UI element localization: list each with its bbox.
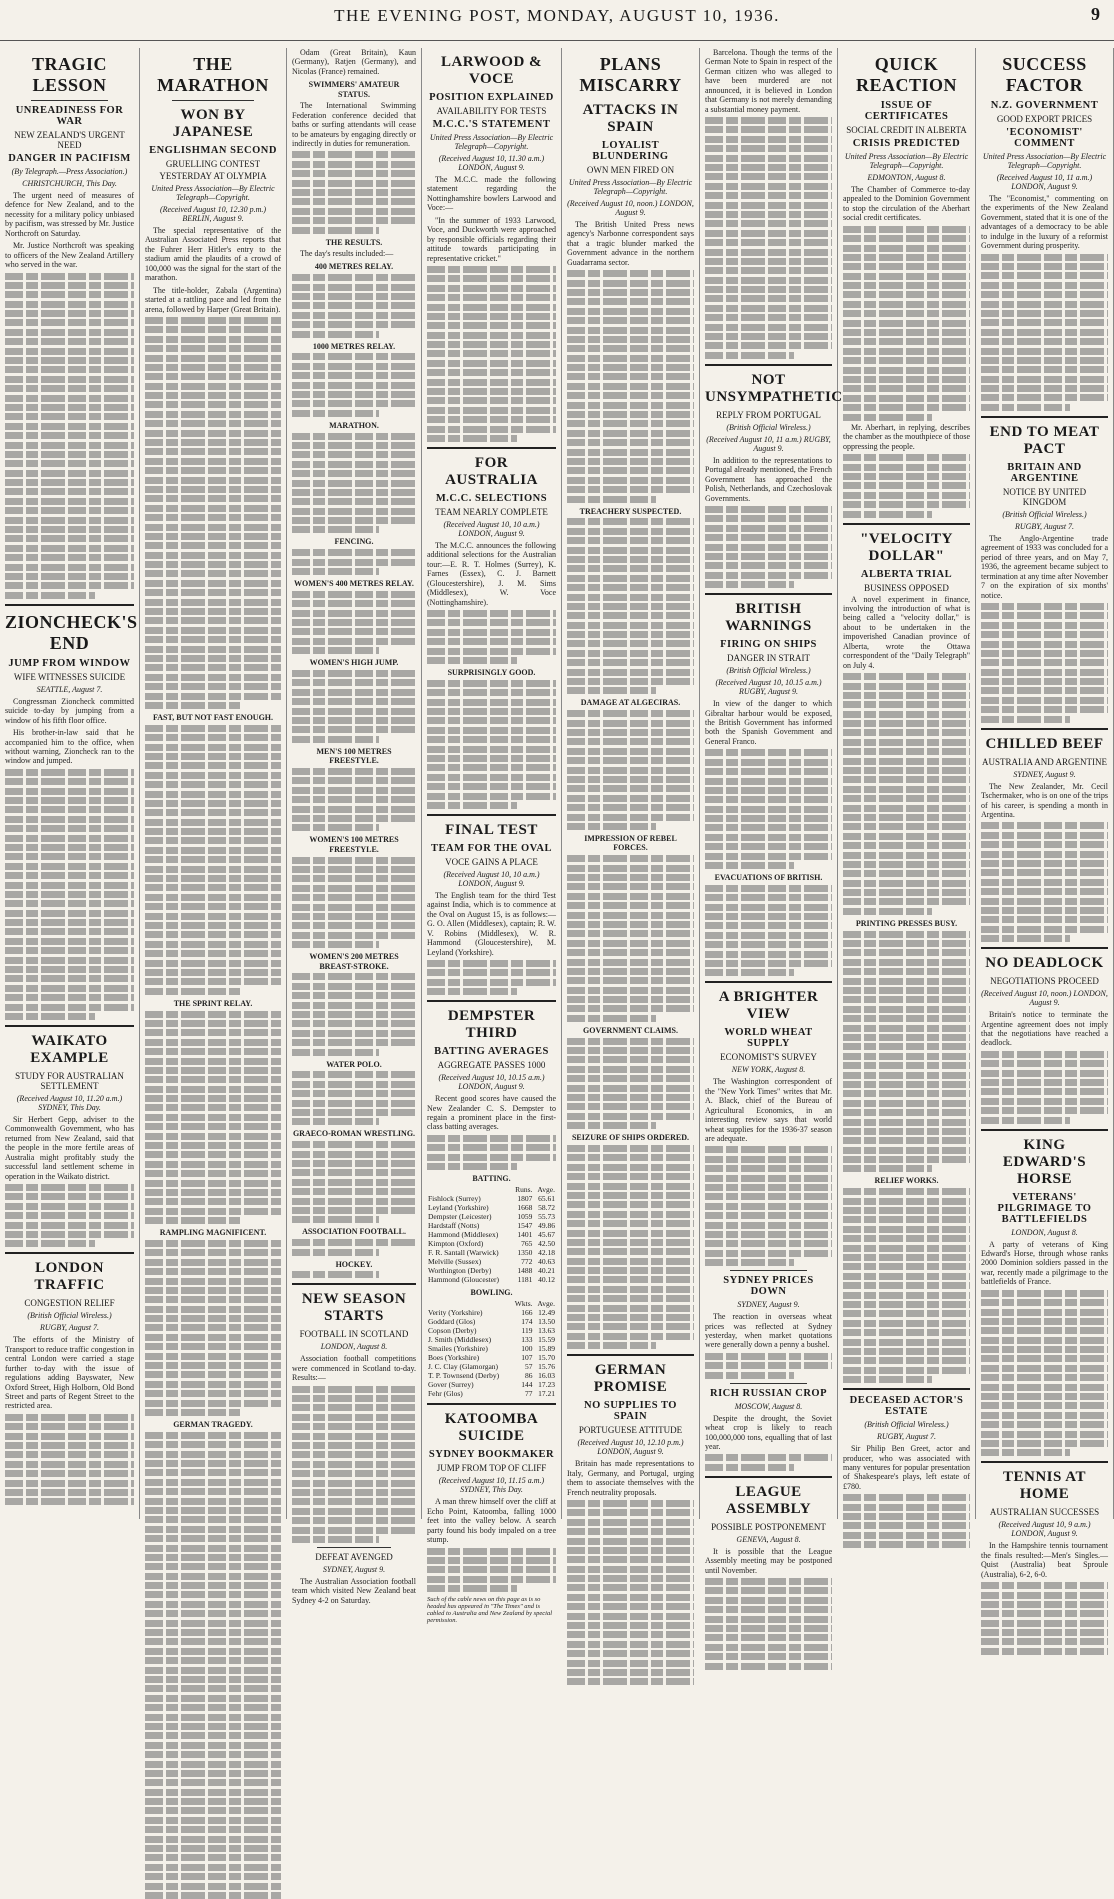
dateline: (Received August 10, 11 a.m.) LONDON, August 9.	[996, 173, 1093, 191]
newspaper-title: THE EVENING POST, MONDAY, AUGUST 10, 1936.	[334, 6, 780, 25]
paragraph: Sir Herbert Gepp, adviser to the Commonwealth Government, who has returned from New Zealand, said that the people in the more fertile areas of Australia might profitably study the successful land settlement scheme in operation in the Waikato district.	[5, 1115, 134, 1181]
paragraph: The urgent need of measures of defence for New Zealand, and to the necessity for a military policy unbiased by pacifism, was stressed by Mr. Justice Northcroft on Saturday.	[5, 191, 134, 238]
column-6	[700, 48, 843, 1575]
article-body	[292, 1577, 416, 1605]
headline: END TO MEAT PACT	[989, 423, 1100, 457]
paragraph: The reaction in overseas wheat prices was reflected at Sydney yesterday, when market quotations were generally down a penny a bushel.	[705, 1312, 832, 1350]
paragraph: Odam (Great Britain), Kaun (Germany), Ratjen (Germany), and Nicolas (France) remained.	[292, 48, 416, 76]
section-subhead: RAMPLING MAGNIFICENT.	[159, 1228, 267, 1238]
paragraph: Mr. Aberhart, in replying, describes the chamber as the mouthpiece of those oppressing the people.	[843, 422, 970, 451]
dateline: (Received August 10, 12.10 p.m.) LONDON, August 9.	[577, 1438, 684, 1457]
subheadline: BUSINESS OPPOSED	[864, 582, 949, 593]
headline: PLANS MISCARRY	[579, 54, 682, 95]
event-title: GRAECO-ROMAN WRESTLING.	[292, 1129, 416, 1139]
credit-line: (British Official Wireless.)	[726, 422, 811, 432]
credit-line: (British Official Wireless.)	[864, 1420, 949, 1430]
event-title: FENCING.	[334, 537, 374, 547]
article-body	[705, 1077, 832, 1266]
paragraph: A party of veterans of King Edward's Horse, through whose ranks 2000 Dominion soldiers passed in the war, recently made a pilgrimage to the battlefields of France.	[981, 1239, 1108, 1287]
section-subhead: PRINTING PRESSES BUSY.	[855, 918, 958, 928]
table-row: Leyland (Yorkshire) 1668 58.72	[428, 1203, 555, 1213]
subheadline: VOCE GAINS A PLACE	[445, 856, 538, 867]
table-row: Hammond (Gloucester) 1181 40.12	[428, 1275, 555, 1285]
table-row: J. C. Clay (Glamorgan) 57 15.76	[428, 1362, 555, 1372]
subheadline: DEFEAT AVENGED	[315, 1551, 393, 1562]
article-body	[292, 1354, 416, 1543]
paragraph: Despite the drought, the Soviet wheat crop is likely to reach 100,000,000 tons, equalling that of last year.	[705, 1413, 832, 1451]
section-subhead: THE RESULTS.	[325, 237, 383, 247]
article-body	[981, 782, 1108, 942]
article-body	[427, 891, 556, 995]
section-subhead: BATTING.	[472, 1174, 511, 1184]
dateline: (Received August 10, 10 a.m.) LONDON, August 9.	[443, 869, 540, 888]
article-body	[705, 48, 832, 359]
paragraph: The efforts of the Ministry of Transport to reduce traffic congestion in central London were carried a stage further to-day with the issue of regulations adding Bayswater, New Oxford Street, High Holborn, Old Bond Street and parts of Regent Street to the restricted area.	[5, 1335, 134, 1411]
subheadline: SOCIAL CREDIT IN ALBERTA	[846, 125, 967, 135]
credit-line: (British Official Wireless.)	[27, 1311, 112, 1321]
article-body	[705, 1547, 832, 1670]
dateline: RUGBY, August 7.	[876, 1432, 937, 1442]
table-row: F. R. Santall (Warwick) 1350 42.18	[428, 1248, 555, 1258]
section-subhead: THE SPRINT RELAY.	[173, 998, 253, 1008]
paragraph: Sir Philip Ben Greet, actor and producer, who was associated with many ventures for popular presentation of Shakespeare's plays, left estate of £780.	[843, 1444, 970, 1491]
section-subhead: EVACUATIONS OF BRITISH.	[714, 873, 823, 883]
paragraph: A man threw himself over the cliff at Echo Point, Katoomba, falling 1000 feet into the valley below. A search party found his body impaled on a tree stump.	[427, 1497, 556, 1545]
credit-line: United Press Association—By Electric Telegraph—Copyright.	[982, 152, 1107, 170]
article-body	[705, 456, 832, 588]
subheadline: VETERANS' PILGRIMAGE TO BATTLEFIELDS	[997, 1191, 1092, 1225]
paragraph: In the Hampshire tennis tournament the finals resulted:—Men's Singles.—Quist (Australia) beat Sproule (Australia), 6-2, 6-0.	[981, 1541, 1108, 1579]
paragraph: The International Swimming Federation conference decided that baths or surfing attendants will cease to be amateurs by engaging directly or indirectly in duties for remuneration.	[292, 101, 416, 148]
subheadline: UNREADINESS FOR WAR	[15, 105, 124, 127]
subheadline: TEAM FOR THE OVAL	[430, 842, 552, 854]
event-title: WOMEN'S HIGH JUMP.	[309, 658, 399, 668]
subheadline: POSSIBLE POSTPONEMENT	[711, 1521, 826, 1532]
event-title: WOMEN'S 100 METRES FREESTYLE.	[309, 835, 399, 854]
subheadline: LOYALIST BLUNDERING	[592, 140, 669, 162]
subheadline: ISSUE OF CERTIFICATES	[864, 100, 949, 122]
subheadline: FOOTBALL IN SCOTLAND	[299, 1329, 409, 1340]
article-body	[981, 194, 1108, 411]
event-title: MEN'S 100 METRES FREESTYLE.	[316, 746, 392, 766]
dateline: RUGBY, August 7.	[39, 1323, 100, 1333]
article-body	[705, 1312, 832, 1379]
subheadline: FIRING ON SHIPS	[720, 639, 817, 651]
dateline: (Received August 10, 11.20 a.m.) SYDNEY, This Day.	[16, 1094, 123, 1112]
table-row: T. P. Townsend (Derby) 86 16.03	[428, 1371, 555, 1381]
headline: QUICK REACTION	[855, 54, 957, 95]
table-row: Worthington (Derby) 1488 40.21	[428, 1266, 555, 1276]
table-row: J. Smith (Middlesex) 133 15.59	[428, 1335, 555, 1345]
headline: FOR AUSTRALIA	[445, 454, 538, 488]
dateline: SYDNEY, August 9.	[737, 1300, 800, 1310]
table-row: Gover (Surrey) 144 17.23	[428, 1380, 555, 1390]
subheadline: ATTACKS IN SPAIN	[582, 102, 679, 135]
headline: DEMPSTER THIRD	[447, 1008, 536, 1042]
article-body	[843, 185, 970, 518]
subheadline: CRISIS PREDICTED	[852, 138, 961, 149]
subheadline: GOOD EXPORT PRICES	[996, 114, 1093, 124]
bowling-table	[427, 1299, 556, 1398]
paragraph: Association football competitions were commenced in Scotland to-day. Results:—	[292, 1354, 416, 1383]
dateline: MOSCOW, August 8.	[734, 1401, 803, 1411]
paragraph: The title-holder, Zabala (Argentina) started at a rattling pace and led from the arena, followed by Harper (Great Britain).	[145, 285, 281, 314]
paragraph: It is possible that the League Assembly meeting may be postponed until November.	[705, 1546, 832, 1575]
paragraph: The M.C.C. announces the following additional selections for the Australian tour:—E. R. T. Holmes (Surrey), K. Farnes (Essex), C. J. Barnett (Gloucestershire), J. M. Sims (Middlesex), W. Voce (Nottinghamshire).	[427, 540, 556, 607]
headline: CHILLED BEEF	[985, 735, 1104, 752]
subheadline: M.C.C. SELECTIONS	[435, 492, 548, 504]
page-number: 9	[1091, 4, 1100, 24]
headline: LONDON TRAFFIC	[34, 1260, 105, 1294]
credit-line: United Press Association—By Electric Telegraph—Copyright.	[568, 178, 693, 196]
paragraph: The Anglo-Argentine trade agreement of 1933 was concluded for a period of three years, and on May 7, 1936, the agreement became subject to termination at any time after November 7 on the expiration of six months' notice.	[981, 533, 1108, 600]
subheadline: SYDNEY BOOKMAKER	[428, 1449, 555, 1461]
paragraph: The Washington correspondent of the "New York Times" writes that Mr. A. Black, chief of the Bureau of Agricultural Economics, in an interesting review says that world wheat supplies for the 1936-37 season are adequate.	[705, 1077, 832, 1143]
credit-line: United Press Association—By Electric Telegraph—Copyright.	[429, 133, 554, 151]
subheadline: GRUELLING CONTEST	[165, 159, 261, 169]
column-4	[422, 48, 562, 1625]
headline: THE MARATHON	[157, 54, 269, 95]
headline: TRAGIC LESSON	[31, 54, 107, 95]
dateline: (Received August 10, 11.30 a.m.) LONDON, August 9.	[438, 154, 545, 172]
dateline: CHRISTCHURCH, This Day.	[22, 179, 117, 188]
dateline: (Received August 10, 12.30 p.m.) BERLIN, August 9.	[159, 205, 267, 223]
headline: KATOOMBA SUICIDE	[444, 1411, 539, 1445]
article-body	[843, 1444, 970, 1548]
article-body	[567, 1459, 694, 1685]
headline: DECEASED ACTOR'S ESTATE	[849, 1395, 964, 1418]
article-body	[427, 175, 556, 442]
paragraph: The Chamber of Commerce to-day appealed to the Dominion Government to stop the circulation of the Aberhart social credit certificates.	[843, 185, 970, 223]
headline: GERMAN PROMISE	[593, 1362, 668, 1396]
headline: LARWOOD & VOCE	[440, 54, 543, 87]
table-row: Fehr (Glos) 77 17.21	[428, 1389, 555, 1399]
dateline: LONDON, August 8.	[320, 1342, 388, 1352]
headline: ZIONCHECK'S END	[5, 611, 138, 653]
article-body	[705, 699, 832, 976]
section-subhead: SWIMMERS' AMATEUR STATUS.	[308, 80, 400, 99]
table-row: Hammond (Middlesex) 1401 45.67	[428, 1230, 555, 1240]
article-body	[5, 1335, 134, 1505]
headline: "VELOCITY DOLLAR"	[860, 530, 953, 564]
subheadline: STUDY FOR AUSTRALIAN SETTLEMENT	[15, 1071, 124, 1091]
article-body	[427, 1497, 556, 1592]
subheadline: CONGESTION RELIEF	[24, 1298, 115, 1309]
event-title: WATER POLO.	[326, 1059, 382, 1069]
dateline: NEW YORK, August 8.	[731, 1065, 806, 1075]
dateline: (Received August 10, 11.15 a.m.) SYDNEY, This Day.	[438, 1476, 545, 1495]
subheadline: ENGLISHMAN SECOND	[149, 145, 277, 156]
event-title: 400 METRES RELAY.	[314, 262, 394, 272]
dateline: (Received August 10, 9 a.m.) LONDON, August 9.	[998, 1520, 1091, 1539]
subheadline: BATTING AVERAGES	[434, 1046, 549, 1058]
dateline: SYDNEY, August 9.	[322, 1564, 386, 1574]
subheadline: N.Z. GOVERNMENT	[990, 100, 1099, 111]
headline: NO DEADLOCK	[985, 955, 1104, 972]
dateline: RUGBY, August 7.	[1014, 521, 1075, 531]
section-subhead: FAST, BUT NOT FAST ENOUGH.	[152, 712, 274, 722]
subheadline: JUMP FROM WINDOW	[8, 657, 131, 669]
table-row: Verity (Yorkshire) 166 12.49	[428, 1308, 555, 1318]
table-row: Fishlock (Surrey) 1807 65.61	[428, 1194, 555, 1204]
subheadline: NO SUPPLIES TO SPAIN	[584, 1400, 677, 1423]
paragraph: The special representative of the Australian Associated Press reports that the Fuhrer Herr Hitler's entry to the stadium amid the plaudits of a crowd of 100,000 was the signal for the start of the marathon.	[145, 226, 281, 283]
dateline: (Received August 10, 10.15 a.m.) LONDON, August 9.	[438, 1073, 545, 1092]
article-body	[981, 1541, 1108, 1654]
table-header-row: Runs. Avge.	[515, 1185, 555, 1195]
paragraph: The Australian Association football team which visited New Zealand beat Sydney 4-2 on Saturday.	[292, 1576, 416, 1605]
table-row: Melville (Sussex) 772 40.63	[428, 1257, 555, 1267]
dateline: (Received August 10, 11 a.m.) RUGBY, August 9.	[706, 434, 831, 453]
credit-line: United Press Association—By Electric Telegraph—Copyright.	[151, 184, 275, 202]
headline: A BRIGHTER VIEW	[718, 989, 819, 1023]
article-body	[981, 1240, 1108, 1457]
subheadline: DANGER IN STRAIT	[727, 653, 810, 664]
article-body	[145, 226, 281, 1899]
subheadline: AGGREGATE PASSES 1000	[437, 1060, 546, 1071]
paragraph: The New Zealander, Mr. Cecil Tschermaker, who is on one of the trips of his career, is spending a month in Argentina.	[981, 781, 1108, 819]
dateline: (Received August 10, noon.) LONDON, August 9.	[981, 989, 1108, 1008]
headline: BRITISH WARNINGS	[725, 601, 812, 635]
subheadline: POSITION EXPLAINED	[429, 92, 554, 103]
credit-line: (British Official Wireless.)	[726, 666, 811, 676]
headline: KING EDWARD'S HORSE	[1002, 1136, 1087, 1187]
paragraph: "In the summer of 1933 Larwood, Voce, and Duckworth were approached by responsible officials regarding their attitude towards participating in representative cricket."	[427, 215, 556, 263]
article-body	[5, 191, 134, 599]
article-body	[567, 220, 694, 1349]
paragraph: Recent good scores have caused the New Zealander C. S. Dempster to regain a prominent place in the first-class batting averages.	[427, 1094, 556, 1132]
headline: NEW SEASON STARTS	[301, 1291, 407, 1325]
subheadline: ECONOMIST'S SURVEY	[720, 1052, 817, 1063]
dateline: SEATTLE, August 7.	[36, 684, 103, 694]
event-title: MARATHON.	[329, 420, 379, 430]
batting-table	[427, 1185, 556, 1284]
column-2	[140, 48, 287, 1519]
paragraph: In view of the danger to which Gibraltar harbour would be exposed, the British Government has informed both the Spanish Government and General Franco.	[705, 699, 832, 746]
dateline: (Received August 10, 10 a.m.) LONDON, August 9.	[443, 519, 540, 538]
column-8	[976, 48, 1114, 1579]
dateline: LONDON, August 8.	[1011, 1227, 1078, 1237]
event-title: WOMEN'S 200 METRES BREAST-STROKE.	[309, 952, 399, 971]
headline: WAIKATO EXAMPLE	[30, 1033, 109, 1066]
table-row: Dempster (Leicester) 1059 55.73	[428, 1212, 555, 1222]
event-title: WOMEN'S 400 METRES RELAY.	[294, 579, 414, 589]
section-subhead: RELIEF WORKS.	[874, 1176, 939, 1186]
paragraph: Britain has made representations to Italy, Germany, and Portugal, urging them to associate themselves with the French neutrality proposals.	[567, 1459, 694, 1497]
paragraph: The English team for the third Test against India, which is to commence at the Oval on August 15, is as follows:—G. O. Allen (Middlesex), captain; R. W. V. Robins (Middlesex), W. R. Hammond (Gloucestershire), M. Leyland (Yorkshire).	[427, 890, 556, 957]
table-row: Boes (Yorkshire) 107 15.70	[428, 1353, 555, 1363]
headline: SUCCESS FACTOR	[1002, 54, 1087, 95]
subheadline: JUMP FROM TOP OF CLIFF	[436, 1463, 547, 1474]
headline: LEAGUE ASSEMBLY	[725, 1483, 812, 1517]
paragraph: Britain's notice to terminate the Argentine agreement does not imply that the negotiations have reached a deadlock.	[981, 1010, 1108, 1048]
article-body	[5, 1115, 134, 1247]
subheadline: WON BY JAPANESE	[172, 107, 254, 140]
table-row: Hardstaff (Notts) 1547 49.86	[428, 1221, 555, 1231]
subheadline: NOTICE BY UNITED KINGDOM	[1002, 486, 1087, 507]
article-body	[427, 1094, 556, 1183]
paragraph: The "Economist," commenting on the experiments of the New Zealand Government, stated that it is one of the advantages of a democracy to be able to indulge in the luxury of a reformist Government during prosperity.	[981, 194, 1108, 251]
subheadline: YESTERDAY AT OLYMPIA	[159, 171, 267, 181]
headline: TENNIS AT HOME	[1002, 1469, 1086, 1503]
table-row: Copson (Derby) 119 13.63	[428, 1326, 555, 1336]
article-body	[981, 534, 1108, 723]
subheadline: NEGOTIATIONS PROCEED	[990, 976, 1099, 987]
article-body	[5, 697, 134, 1020]
headline: RICH RUSSIAN CROP	[709, 1387, 827, 1399]
table-header-row: Wkts. Avge.	[514, 1299, 555, 1309]
subheadline: AUSTRALIA AND ARGENTINE	[982, 756, 1107, 767]
column-3	[287, 48, 422, 1605]
footnote: Such of the cable news on this page as is so headed has appeared in "The Times" and is cabled to Australia and New Zealand by special permission.	[427, 1596, 552, 1625]
subheadline: OWN MEN FIRED ON	[586, 165, 675, 175]
section-subhead: TREACHERY SUSPECTED.	[579, 506, 682, 516]
paragraph: Mr. Justice Northcroft was speaking to officers of the New Zealand Artillery who served in the war.	[5, 241, 134, 270]
paragraph: A novel experiment in finance, involving the introduction of what is being called a "velocity dollar," is about to be undertaken in the impoverished Canadian province of Alberta, wrote the Ottawa correspondent of the "Daily Telegraph" on July 4.	[843, 594, 970, 670]
subheadline: BRITAIN AND ARGENTINE	[1007, 461, 1082, 484]
section-subhead: GOVERNMENT CLAIMS.	[583, 1025, 678, 1035]
subheadline: NEW ZEALAND'S URGENT NEED	[14, 130, 125, 150]
dateline: EDMONTON, August 8.	[867, 173, 946, 182]
subheadline: TEAM NEARLY COMPLETE	[435, 506, 548, 517]
event-title: ASSOCIATION FOOTBALL.	[302, 1227, 406, 1237]
paragraph: The British United Press news agency's Narbonne correspondent says that a tragic blunder marked the Government advance in the northern Guadarrama sector.	[567, 220, 694, 267]
section-subhead: IMPRESSION OF REBEL FORCES.	[584, 833, 677, 853]
subheadline: AUSTRALIAN SUCCESSES	[989, 1507, 1100, 1518]
subheadline: WORLD WHEAT SUPPLY	[724, 1027, 813, 1050]
subheadline: ALBERTA TRIAL	[860, 568, 953, 580]
column-1	[0, 48, 140, 1519]
column-5	[562, 48, 700, 1519]
paragraph: In addition to the representations to Portugal already mentioned, the French Government has approached the Polish, Netherlands, and Czechoslovak Governments.	[705, 455, 832, 503]
paragraph: Congressman Zioncheck committed suicide to-day by jumping from a window of his fifth floor office.	[5, 696, 134, 725]
subheadline: WIFE WITNESSES SUICIDE	[13, 671, 126, 682]
subheadline: PORTUGUESE ATTITUDE	[578, 1425, 683, 1436]
dateline: (Received August 10, 10.15 a.m.) RUGBY, August 9.	[715, 678, 822, 697]
credit-line: (By Telegraph.—Press Association.)	[11, 167, 128, 176]
section-subhead: SURPRISINGLY GOOD.	[447, 667, 536, 677]
headline: FINAL TEST	[445, 821, 538, 838]
article-body	[843, 595, 970, 1384]
event-title: 1000 METRES RELAY.	[312, 341, 396, 351]
subheadline: 'ECONOMIST' COMMENT	[1006, 127, 1083, 149]
subheadline: REPLY FROM PORTUGAL	[716, 409, 821, 420]
dateline: (Received August 10, noon.) LONDON, August 9.	[567, 199, 694, 217]
dateline: SYDNEY, August 9.	[1013, 769, 1076, 779]
section-subhead: SEIZURE OF SHIPS ORDERED.	[571, 1133, 690, 1143]
table-row: Kimpton (Oxford) 765 42.50	[428, 1239, 555, 1249]
dateline: GENEVA, August 8.	[736, 1534, 801, 1544]
section-subhead: GERMAN TRAGEDY.	[173, 1420, 253, 1429]
subheadline: DANGER IN PACIFISM	[8, 153, 131, 164]
paragraph: Barcelona. Though the terms of the German Note to Spain in respect of the German citizen who was alleged to have been murdered are not announced, it is believed in London that Germany is not merely demanding a substantial money payment.	[705, 48, 832, 114]
headline: NOT UNSYMPATHETIC	[705, 371, 843, 405]
masthead	[0, 0, 1114, 41]
paragraph: The day's results included:—	[300, 248, 394, 258]
article-body	[705, 1414, 832, 1471]
credit-line: (British Official Wireless.)	[1002, 509, 1087, 519]
section-subhead: DAMAGE AT ALGECIRAS.	[580, 698, 681, 708]
article-body	[981, 1010, 1108, 1123]
event-title: HOCKEY.	[335, 1259, 373, 1269]
subheadline: AVAILABILITY FOR TESTS	[436, 106, 547, 116]
article-body	[292, 48, 416, 1278]
headline: SYDNEY PRICES DOWN	[723, 1275, 814, 1298]
credit-line: United Press Association—By Electric Telegraph—Copyright.	[844, 152, 969, 170]
subheadline: M.C.C.'S STATEMENT	[432, 119, 551, 130]
column-7	[838, 48, 976, 1519]
paragraph: The M.C.C. made the following statement regarding the Nottinghamshire bowlers Larwood and Voce:—	[427, 175, 556, 213]
table-row: Smailes (Yorkshire) 100 15.89	[428, 1344, 555, 1354]
section-subhead: BOWLING.	[470, 1288, 513, 1298]
table-row: Goddard (Glos) 174 13.50	[428, 1317, 555, 1327]
paragraph: His brother-in-law said that he accompanied him to the office, when without warning, Zioncheck ran to the window and jumped.	[5, 728, 134, 766]
article-body	[427, 541, 556, 809]
